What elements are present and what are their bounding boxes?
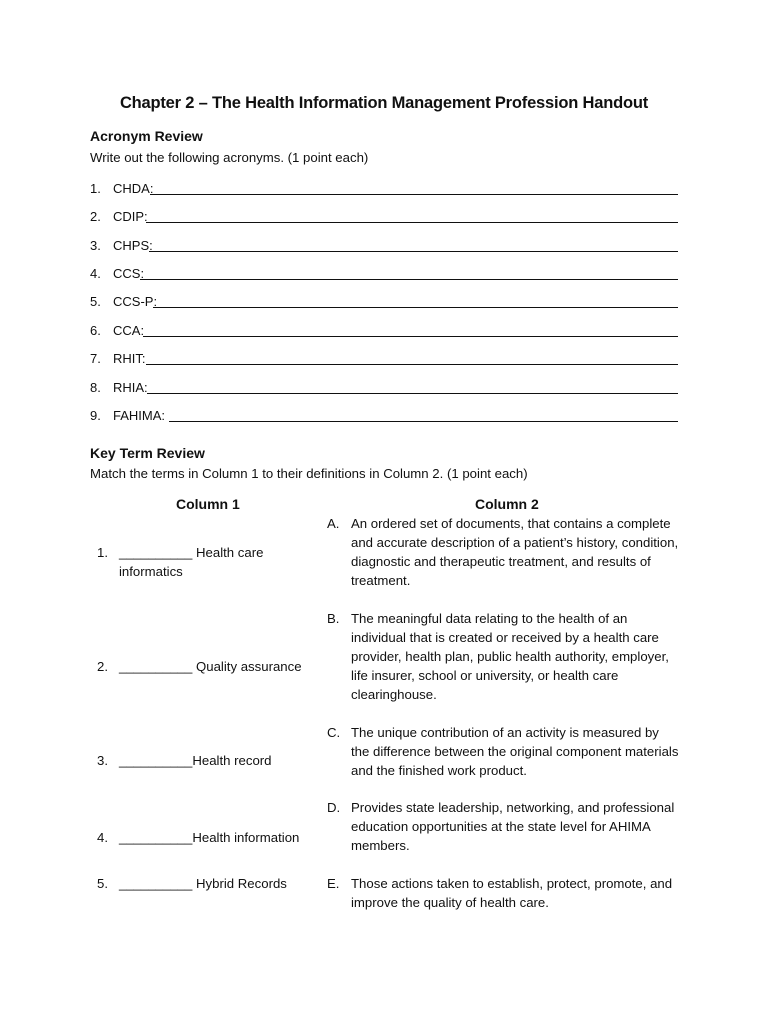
answer-blank-line — [153, 307, 678, 308]
answer-blank-line — [146, 364, 678, 365]
term-item — [90, 751, 320, 770]
definition-letter: D. — [327, 800, 341, 815]
key-term-instructions: Match the terms in Column 1 to their definitions in Column 2. (1 point each) — [90, 466, 528, 481]
term-text: __________Health record — [119, 753, 272, 768]
acronym-item — [90, 323, 678, 343]
term-item — [90, 543, 290, 581]
definition-text: An ordered set of documents, that contains a complete and accurate description of a patient’s history, condition, diagnostic and therapeutic treatment, and results of treatment. — [351, 516, 679, 588]
term-number: 2. — [97, 659, 108, 674]
answer-blank-line — [147, 393, 678, 394]
definition-text: The meaningful data relating to the health of an individual that is created or received by a health care provider, health plan, public health authority, employer, life insurer, school or university, or health care clearinghouse. — [351, 611, 669, 702]
definition-letter: E. — [327, 876, 340, 891]
answer-blank-line — [146, 222, 678, 223]
item-number: 9. — [90, 408, 101, 423]
term-number: 4. — [97, 830, 108, 845]
term-text: __________Health information — [119, 830, 300, 845]
answer-blank-line — [143, 336, 678, 337]
definition-text: The unique contribution of an activity is measured by the difference between the original component materials and the finished work product. — [351, 725, 679, 778]
acronym-label: CCA: — [113, 323, 145, 338]
column-2-header: Column 2 — [475, 496, 539, 512]
term-text: __________ Quality assurance — [119, 659, 302, 674]
acronym-item — [90, 266, 678, 286]
definition-item — [327, 723, 679, 780]
acronym-item — [90, 181, 678, 201]
term-text: __________ Hybrid Records — [119, 876, 287, 891]
term-item — [90, 874, 320, 893]
term-number: 5. — [97, 876, 108, 891]
acronym-label: CCS-P: — [113, 294, 158, 309]
item-number: 2. — [90, 209, 101, 224]
definition-item — [327, 514, 679, 590]
answer-blank-line — [149, 251, 678, 252]
acronym-item — [90, 294, 678, 314]
definition-item — [327, 874, 679, 912]
acronym-item — [90, 209, 678, 229]
definition-text: Provides state leadership, networking, and professional education opportunities at the state level for AHIMA members. — [351, 800, 675, 853]
definition-letter: B. — [327, 611, 340, 626]
term-item — [90, 828, 320, 847]
item-number: 8. — [90, 380, 101, 395]
acronym-label: FAHIMA: — [113, 408, 166, 423]
definition-text: Those actions taken to establish, protect, promote, and improve the quality of health care. — [351, 876, 673, 910]
acronym-item — [90, 380, 678, 400]
item-number: 1. — [90, 181, 101, 196]
acronym-label: RHIA: — [113, 380, 148, 395]
answer-blank-line — [140, 279, 678, 280]
item-number: 4. — [90, 266, 101, 281]
answer-blank-line — [169, 421, 678, 422]
definition-item — [327, 609, 679, 704]
acronym-item — [90, 351, 678, 371]
term-text: __________ Health care informatics — [119, 545, 264, 579]
acronym-instructions: Write out the following acronyms. (1 point each) — [90, 150, 369, 165]
column-1-header: Column 1 — [176, 496, 240, 512]
acronym-label: CHDA: — [113, 181, 154, 196]
acronym-review-heading: Acronym Review — [90, 128, 203, 144]
key-term-review-heading: Key Term Review — [90, 445, 205, 461]
acronym-label: RHIT: — [113, 351, 146, 366]
answer-blank-line — [150, 194, 678, 195]
acronym-label: CHPS: — [113, 238, 153, 253]
acronym-item — [90, 238, 678, 258]
definition-letter: A. — [327, 516, 340, 531]
term-item — [90, 657, 320, 676]
term-number: 1. — [97, 545, 108, 560]
page-title: Chapter 2 – The Health Information Management Profession Handout — [119, 94, 649, 112]
definition-item — [327, 798, 679, 855]
acronym-label: CCS: — [113, 266, 145, 281]
item-number: 3. — [90, 238, 101, 253]
item-number: 7. — [90, 351, 101, 366]
term-number: 3. — [97, 753, 108, 768]
item-number: 6. — [90, 323, 101, 338]
item-number: 5. — [90, 294, 101, 309]
acronym-item — [90, 408, 678, 428]
acronym-label: CDIP: — [113, 209, 148, 224]
definition-letter: C. — [327, 725, 341, 740]
